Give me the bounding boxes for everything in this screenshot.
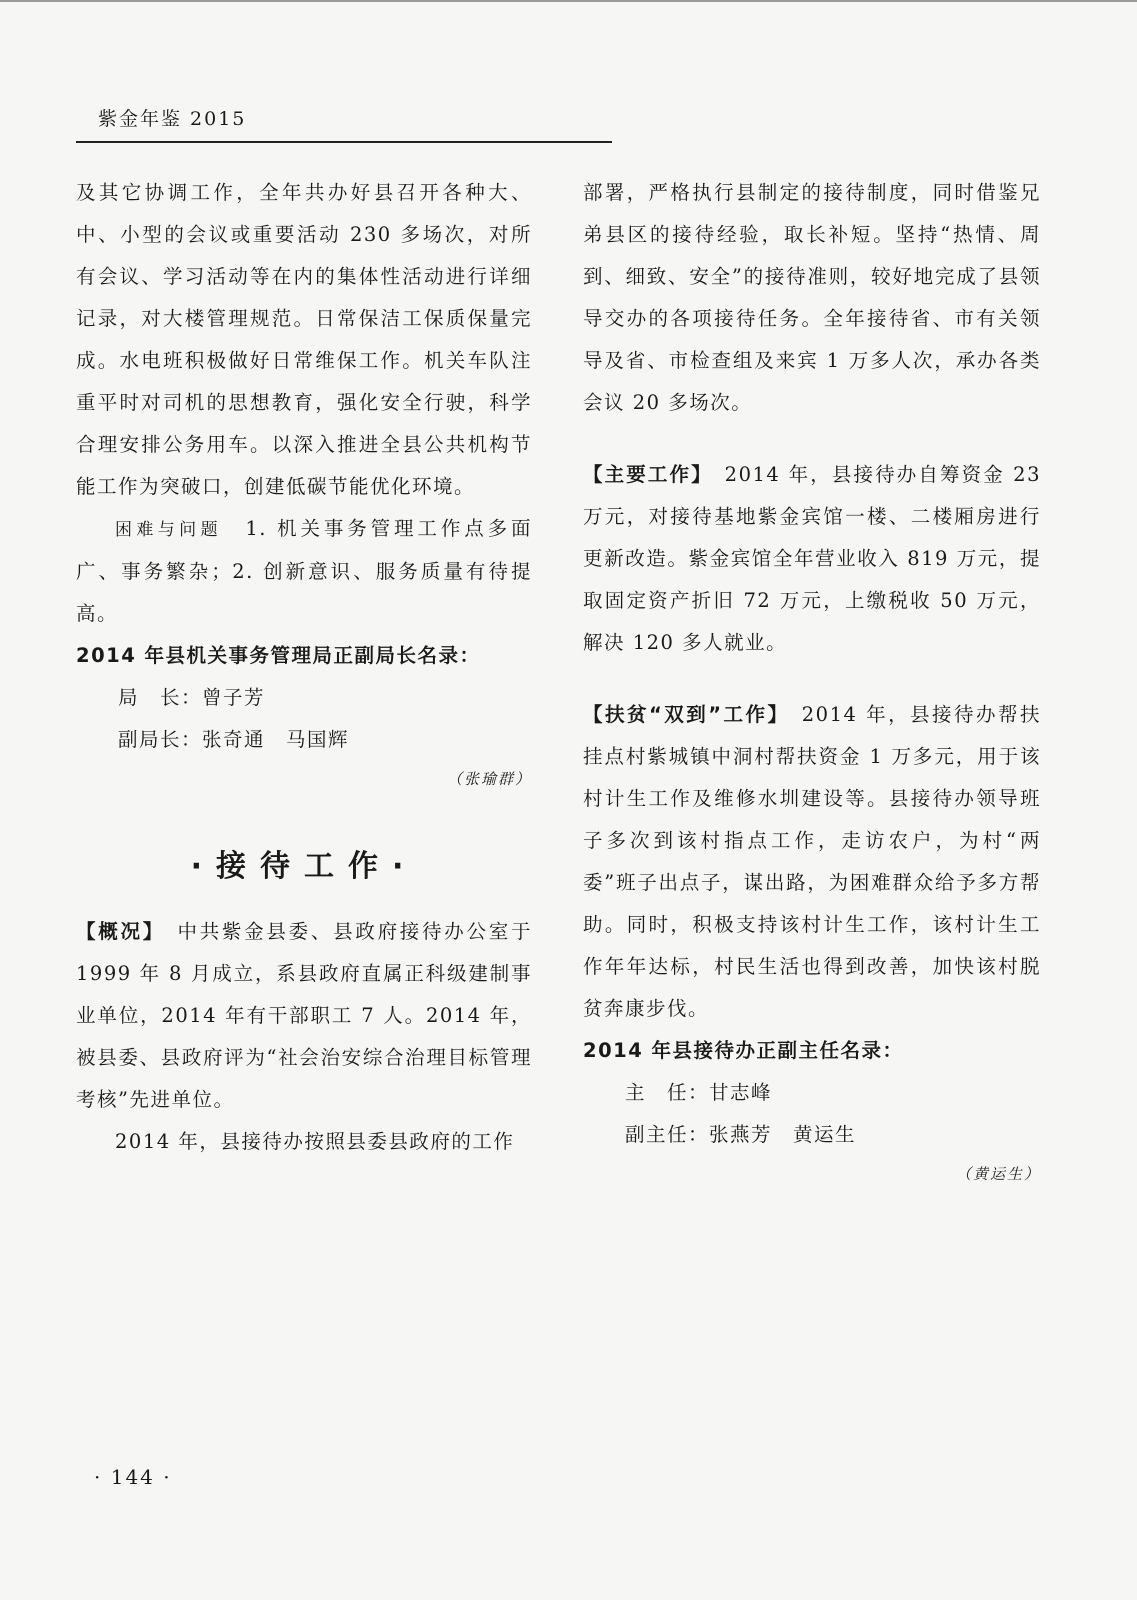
paragraph-difficulties xyxy=(76,508,532,635)
page-number: · 144 · xyxy=(94,1465,172,1489)
paragraph-main-work xyxy=(583,454,1041,664)
deputy-names: 张奇通 马国辉 xyxy=(202,728,350,751)
poverty-text: 2014 年，县接待办帮扶挂点村紫城镇中洞村帮扶资金 1 万多元，用于该村计生工作及维修水圳建设等。县接待办领导班子多次到该村指点工作，走访农户，为村“两委”班子出点子，谋出路，为困难群众给予多方帮助。同时，积极支持该村计生工作，该村计生工作年年达标，村民生活也得到改善，加快该村脱贫奔康步伐。 xyxy=(583,703,1041,1020)
spacer xyxy=(583,664,1041,694)
director-label: 主 任： xyxy=(625,1081,710,1104)
difficulty-label: 困难与问题 xyxy=(115,520,222,540)
poverty-label: 【扶贫“双到”工作】 xyxy=(583,703,780,726)
spacer xyxy=(583,424,1041,454)
paragraph-coordination: 及其它协调工作，全年共办好县召开各种大、中、小型的会议或重要活动 230 多场次，对所有会议、学习活动等在内的集体性活动进行详细记录，对大楼管理规范。日常保洁工保质保量完成。水电班积极做好日常维保工作。机关车队注重平时对司机的思想教育，强化安全行驶，科学合理安排公务用车。以深入推进全县公共机构节能工作为突破口，创建低碳节能优化环境。 xyxy=(76,181,532,498)
director-label: 局 长： xyxy=(118,686,203,709)
roster-title: 2014 年县接待办正副主任名录： xyxy=(583,1039,904,1062)
director-name: 曾子芳 xyxy=(202,686,266,709)
director-row xyxy=(583,1072,1041,1114)
deputy-label: 副主任： xyxy=(625,1123,710,1146)
author-credit: （黄运生） xyxy=(955,1165,1041,1183)
author-credit: （张瑜群） xyxy=(446,770,532,788)
deputy-label: 副局长： xyxy=(118,728,203,751)
overview-label: 【概况】 xyxy=(76,920,156,943)
roster-title: 2014 年县机关事务管理局正副局长名录： xyxy=(76,644,481,667)
director-row xyxy=(76,677,532,719)
deputy-row xyxy=(583,1114,1041,1156)
overview-text: 中共紫金县委、县政府接待办公室于 1999 年 8 月成立，系县政府直属正科级建制事业单位，2014 年有干部职工 7 人。2014 年，被县委、县政府评为“社会治安综合治理目标管理考核”先进单位。 xyxy=(76,920,532,1111)
difficulty-text: 1. 机关事务管理工作点多面广、事务繁杂；2. 创新意识、服务质量有待提高。 xyxy=(76,517,532,625)
paragraph-work-continued: 部署，严格执行县制定的接待制度，同时借鉴兄弟县区的接待经验，取长补短。坚持“热情、周到、细致、安全”的接待准则，较好地完成了县领导交办的各项接待任务。全年接待省、市有关领导及省、市检查组及来宾 1 万多人次，承办各类会议 20 多场次。 xyxy=(583,181,1041,414)
left-column xyxy=(76,172,532,1163)
running-header-title: 紫金年鉴 2015 xyxy=(98,108,247,130)
header-rule xyxy=(76,141,612,143)
deputy-names: 张燕芳 黄运生 xyxy=(709,1123,857,1146)
top-border-line xyxy=(0,0,1137,2)
main-work-label: 【主要工作】 xyxy=(583,463,704,486)
director-name: 甘志峰 xyxy=(709,1081,773,1104)
right-column xyxy=(583,172,1041,1192)
main-work-text: 2014 年，县接待办自筹资金 23 万元，对接待基地紫金宾馆一楼、二楼厢房进行更新改造。紫金宾馆全年营业收入 819 万元，提取固定资产折旧 72 万元，上缴税收 50 万元，解决 120 多人就业。 xyxy=(583,463,1041,654)
paragraph-overview xyxy=(76,911,532,1121)
deputy-row xyxy=(76,719,532,761)
paragraph-work-start: 2014 年，县接待办按照县委县政府的工作 xyxy=(115,1130,515,1153)
section-title: ·接待工作· xyxy=(190,849,418,884)
paragraph-poverty xyxy=(583,694,1041,1030)
